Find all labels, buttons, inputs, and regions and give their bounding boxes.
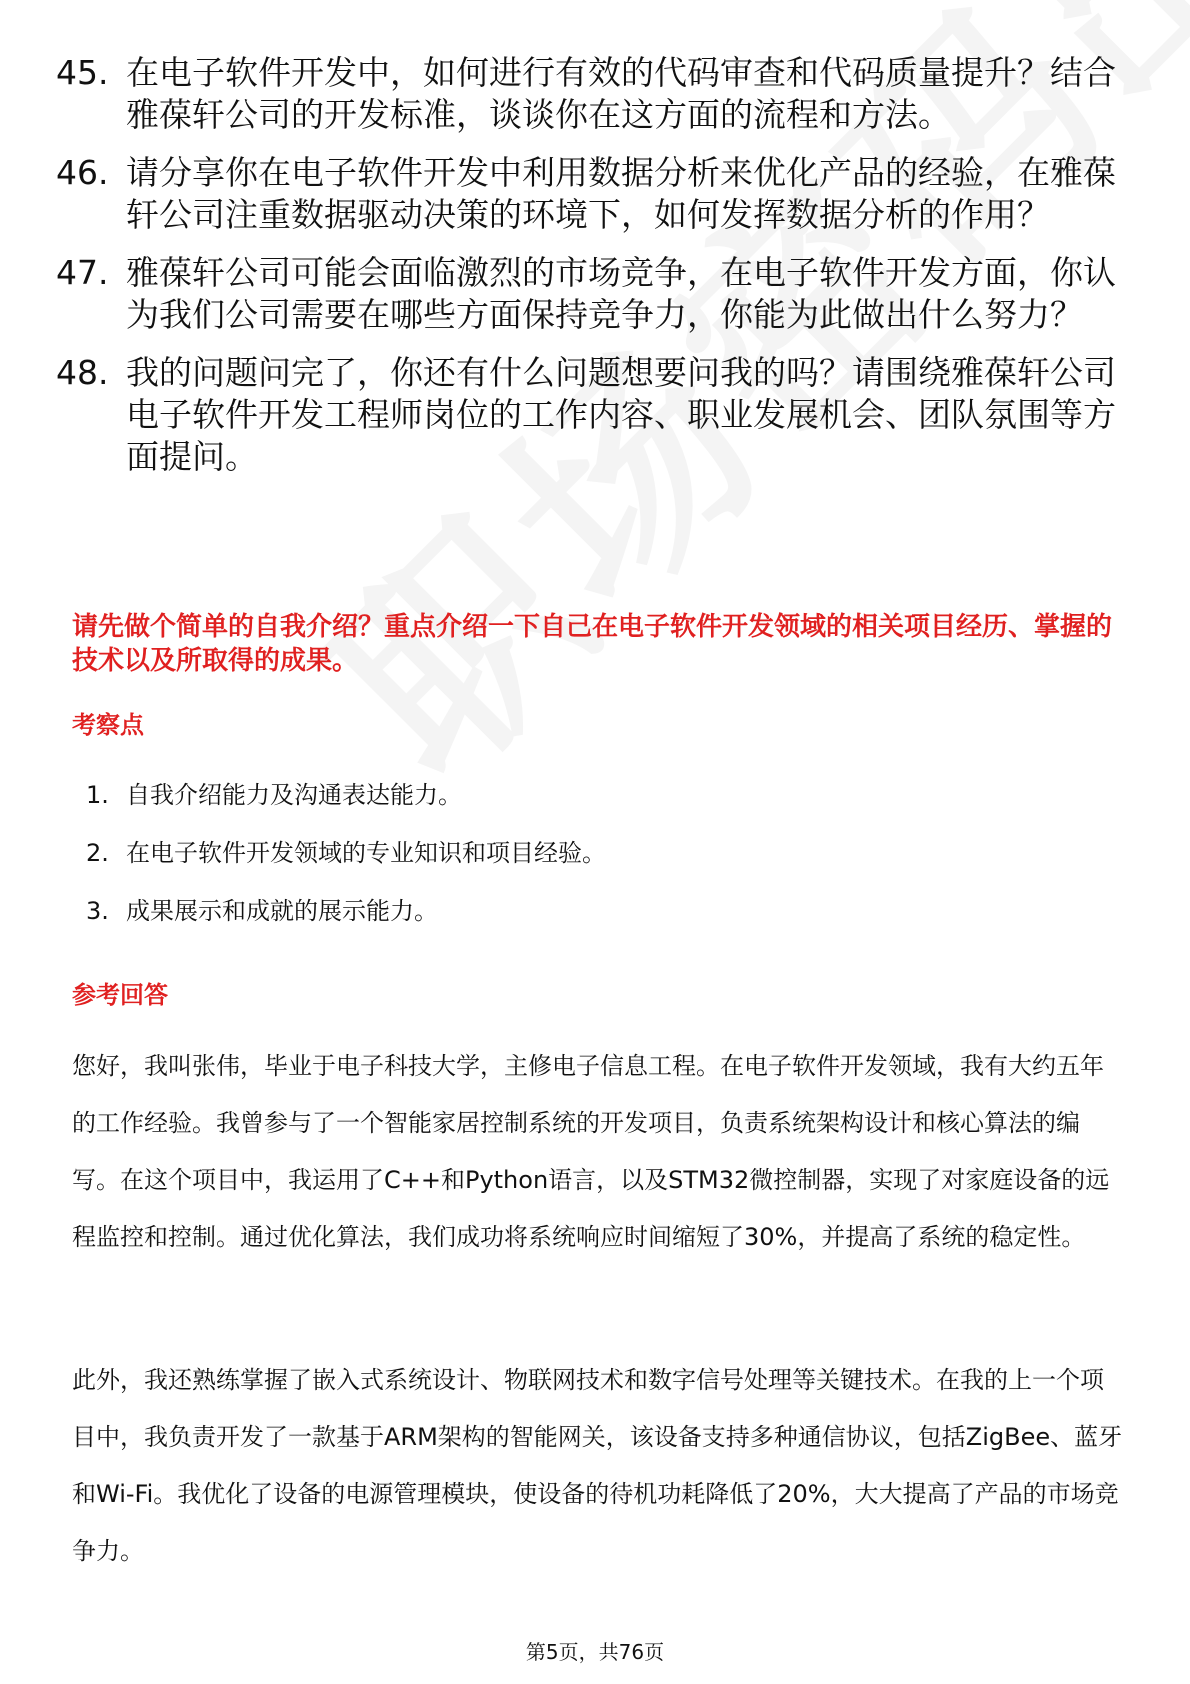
question-item bbox=[56, 52, 1136, 136]
question-number: 46. bbox=[56, 153, 109, 192]
question-item bbox=[56, 352, 1136, 478]
answer-paragraph: 您好，我叫张伟，毕业于电子科技大学，主修电子信息工程。在电子软件开发领域，我有大约五年的工作经验。我曾参与了一个智能家居控制系统的开发项目，负责系统架构设计和核心算法的编写。在这个项目中，我运用了C++和Python语言，以及STM32微控制器，实现了对家庭设备的远程监控和控制。通过优化算法，我们成功将系统响应时间缩短了30%，并提高了系统的稳定性。 bbox=[72, 1052, 1110, 1251]
question-text: 在电子软件开发中，如何进行有效的代码审查和代码质量提升？结合雅葆轩公司的开发标准，谈谈你在这方面的流程和方法。 bbox=[126, 53, 1116, 134]
point-text: 自我介绍能力及沟通表达能力。 bbox=[126, 781, 462, 809]
featured-question: 请先做个简单的自我介绍？重点介绍一下自己在电子软件开发领域的相关项目经历、掌握的技术以及所取得的成果。 bbox=[72, 612, 1113, 676]
question-number: 48. bbox=[56, 353, 109, 392]
reference-heading: 参考回答 bbox=[72, 981, 168, 1009]
answer-paragraph: 此外，我还熟练掌握了嵌入式系统设计、物联网技术和数字信号处理等关键技术。在我的上一个项目中，我负责开发了一款基于ARM架构的智能网关，该设备支持多种通信协议，包括ZigBee、蓝牙和Wi-Fi。我优化了设备的电源管理模块，使设备的待机功耗降低了20%，大大提高了产品的市场竞争力。 bbox=[72, 1366, 1123, 1565]
assessment-point bbox=[86, 778, 606, 836]
question-item bbox=[56, 252, 1136, 336]
point-number: 1. bbox=[86, 781, 109, 809]
question-text: 我的问题问完了，你还有什么问题想要问我的吗？请围绕雅葆轩公司电子软件开发工程师岗位的工作内容、职业发展机会、团队氛围等方面提问。 bbox=[126, 353, 1116, 476]
point-number: 3. bbox=[86, 897, 109, 925]
assessment-heading: 考察点 bbox=[72, 711, 144, 739]
assessment-points bbox=[86, 778, 606, 952]
point-text: 在电子软件开发领域的专业知识和项目经验。 bbox=[126, 839, 606, 867]
question-item bbox=[56, 152, 1136, 236]
question-number: 45. bbox=[56, 53, 109, 92]
point-number: 2. bbox=[86, 839, 109, 867]
question-number: 47. bbox=[56, 253, 109, 292]
question-text: 请分享你在电子软件开发中利用数据分析来优化产品的经验，在雅葆轩公司注重数据驱动决策的环境下，如何发挥数据分析的作用？ bbox=[126, 153, 1116, 234]
assessment-point bbox=[86, 836, 606, 894]
point-text: 成果展示和成就的展示能力。 bbox=[126, 897, 438, 925]
question-list bbox=[56, 52, 1136, 494]
question-text: 雅葆轩公司可能会面临激烈的市场竞争，在电子软件开发方面，你认为我们公司需要在哪些方面保持竞争力，你能为此做出什么努力？ bbox=[126, 253, 1116, 334]
page-footer: 第5页，共76页 bbox=[525, 1640, 665, 1664]
assessment-point bbox=[86, 894, 606, 952]
